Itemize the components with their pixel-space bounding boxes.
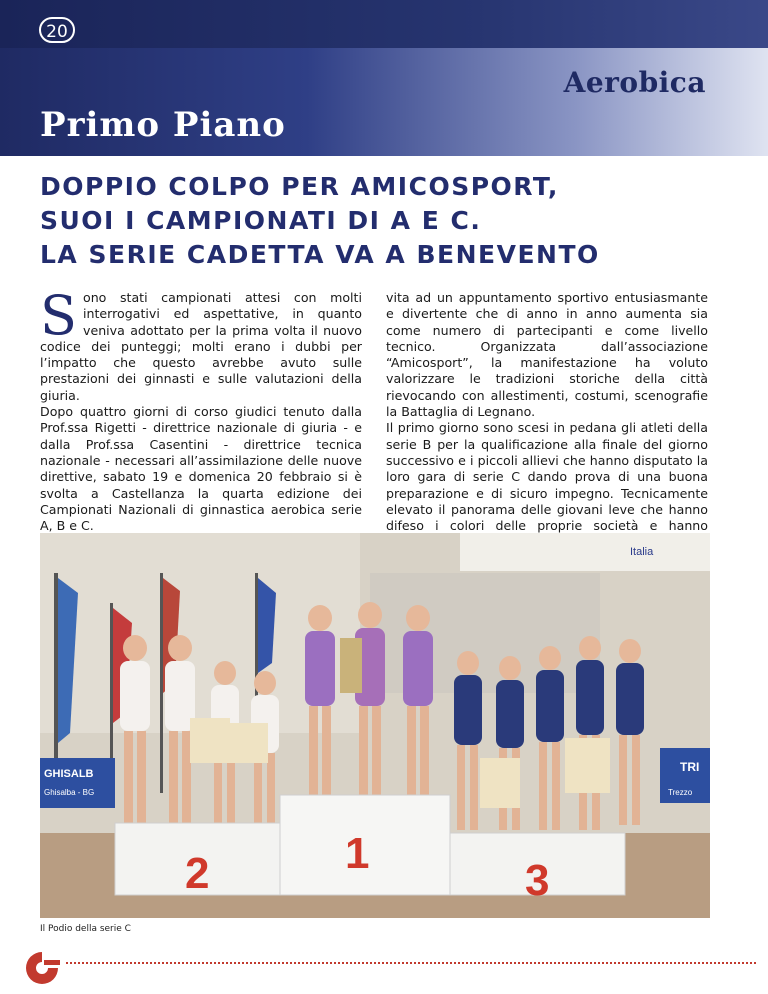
headline-line-3: LA SERIE CADETTA VA A BENEVENTO — [40, 240, 600, 269]
team-banner-right-text: TRI — [680, 760, 700, 774]
rubric-title: Primo Piano — [40, 105, 286, 145]
team-banner-right-sub: Trezzo — [668, 788, 693, 797]
team-banner-left — [40, 758, 115, 808]
drop-cap: S — [40, 284, 77, 347]
flag-pole — [160, 573, 163, 793]
podium-photo-illustration — [40, 533, 710, 918]
team-banner-left-text: GHISALB — [44, 768, 94, 780]
podium-number-first: 1 — [345, 829, 370, 878]
page-header — [0, 0, 768, 156]
team-banner-left-sub: Ghisalba - BG — [44, 788, 95, 797]
article-headline — [40, 170, 740, 272]
paragraph: vita ad un appuntamento sportivo entusiasmante e divertente che di anno in anno aumenta sia come numero di partecipanti e come livello tecnico. Organizzata dall’associazione “Amicosport”, la manifestazione ha voluto valorizzare le tradizioni storiche della città rievocando con allestimenti, costumi, scenografie la Battaglia di Legnano. — [386, 290, 708, 420]
federation-logo — [22, 950, 62, 988]
headline-line-1: DOPPIO COLPO PER AMICOSPORT, — [40, 172, 559, 201]
section-label: Aerobica — [563, 66, 706, 99]
article-column-right — [386, 290, 708, 551]
header-top-stripe — [0, 0, 768, 48]
logo-icon — [22, 950, 62, 984]
photo-caption: Il Podio della serie C — [40, 924, 131, 934]
trophy — [340, 638, 362, 693]
podium-number-second: 2 — [185, 849, 210, 898]
top-banner-text: Italia — [630, 546, 654, 558]
footer-dotted-rule — [66, 962, 756, 964]
podium-number-third: 3 — [525, 856, 550, 905]
page-number: 20 — [39, 17, 75, 43]
podium-photo — [40, 533, 710, 918]
paragraph: Il primo giorno sono scesi in pedana gli atleti della serie B per la qualificazione alla finale del giorno successivo e i piccoli allievi che hanno disputato la loro gara di serie C dando prova di una buona preparazione e di sicuro impegno. Tecnicamente elevato il panorama delle giovani leve che hanno difeso i colori delle proprie società e hanno — [386, 420, 708, 534]
headline-line-2: SUOI I CAMPIONATI DI A E C. — [40, 206, 482, 235]
paragraph: Dopo quattro giorni di corso giudici tenuto dalla Prof.ssa Rigetti - direttrice nazionale di giuria - e dalla Prof.ssa Casentini - direttrice tecnica nazionale - necessari all’assimilazione delle nuove direttive, sabato 19 e domenica 20 febbraio si è svolta a Castellanza la quarta edizione dei Campionati Nazionali di ginnastica aerobica serie A, B e C. — [40, 404, 362, 534]
article-column-left — [40, 284, 362, 551]
paragraph: ono stati campionati attesi con molti interrogativi ed aspettative, in quanto veniva adottato per la prima volta il nuovo codice dei punteggi; molti erano i dubbi per l’impatto che questo avrebbe avuto sulle prestazioni dei ginnasti e sulle valutazioni della giuria. — [40, 290, 362, 403]
photo-top-banner — [460, 533, 710, 571]
